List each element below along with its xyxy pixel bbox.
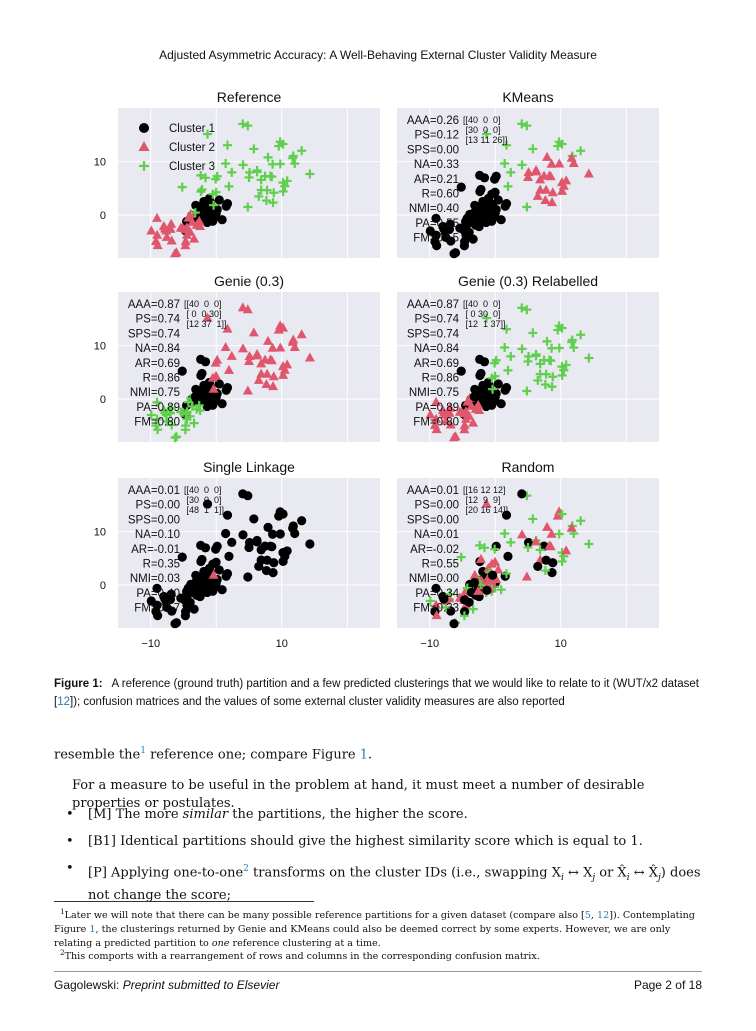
point-cluster-1 xyxy=(191,392,200,401)
point-cluster-1 xyxy=(490,174,499,183)
list-item-text: [B1] Identical partitions should give the highest similarity score which is equal to 1. xyxy=(88,834,643,849)
point-cluster-1 xyxy=(262,556,271,565)
point-cluster-1 xyxy=(488,201,497,210)
point-cluster-1 xyxy=(465,228,474,237)
metric-label: PA=0.55 xyxy=(415,217,459,230)
point-cluster-1 xyxy=(203,216,212,225)
panel-title: Random xyxy=(501,459,555,475)
confusion-matrix-row: [30 0 0] xyxy=(463,125,501,135)
running-header: Adjusted Asymmetric Accuracy: A Well-Behaving External Cluster Validity Measure xyxy=(159,48,597,62)
body-text: . xyxy=(368,747,373,763)
list-item-emphasis: similar xyxy=(182,807,229,822)
x-tick-label: −10 xyxy=(141,638,161,650)
metric-label: R=0.60 xyxy=(421,188,459,201)
list-item-text: [P] Applying one-to-one xyxy=(88,865,244,881)
point-cluster-1 xyxy=(503,552,512,561)
list-item-text: ↔ X xyxy=(563,865,593,881)
point-cluster-1 xyxy=(305,539,314,548)
confusion-matrix-row: [20 16 14]] xyxy=(463,505,509,515)
point-cluster-1 xyxy=(223,569,232,578)
footer-status: Preprint submitted to Elsevier xyxy=(122,978,280,992)
caption-text-2: ]); confusion matrices and the values of some external cluster validity measures are also reported xyxy=(70,696,565,708)
y-tick-label: 0 xyxy=(99,394,106,407)
footnote-citation[interactable]: 5 xyxy=(584,910,591,922)
metric-label: SPS=0.00 xyxy=(127,514,180,527)
bullet-icon: • xyxy=(66,807,74,822)
point-cluster-1 xyxy=(243,572,252,581)
point-cluster-1 xyxy=(487,190,496,199)
point-cluster-1 xyxy=(218,215,227,224)
point-cluster-1 xyxy=(476,185,485,194)
legend-label: Cluster 3 xyxy=(169,161,216,173)
footnote-text: reference clustering at a time. xyxy=(229,938,381,950)
confusion-matrix-row: [30 0 0] xyxy=(184,495,222,505)
point-cluster-1 xyxy=(191,578,200,587)
point-cluster-1 xyxy=(476,369,485,378)
metric-label: R=0.86 xyxy=(421,372,459,385)
metric-label: FM=0.80 xyxy=(413,416,459,429)
metric-label: NMI=0.03 xyxy=(129,573,180,586)
point-cluster-1 xyxy=(244,543,253,552)
footnote-text: Later we will note that there can be many possible reference partitions for a given dataset (compare also [ xyxy=(64,910,585,922)
footer-author: Gagolewski: xyxy=(54,978,123,992)
footnote-emphasis: one xyxy=(211,938,230,950)
point-cluster-1 xyxy=(170,619,179,628)
point-cluster-1 xyxy=(482,400,491,409)
y-tick-label: 10 xyxy=(93,340,106,353)
confusion-matrix-row: [[40 0 0] xyxy=(184,485,222,495)
confusion-matrix-row: [ 0 30 0] xyxy=(463,309,501,319)
footer-left xyxy=(54,978,279,992)
point-cluster-1 xyxy=(197,555,206,564)
point-cluster-1 xyxy=(223,199,232,208)
metric-label: AAA=0.87 xyxy=(127,299,180,311)
point-cluster-1 xyxy=(497,399,506,408)
footnote-ref-2[interactable]: 2 xyxy=(243,864,249,874)
footnote-text: ]). Contemplating Figure xyxy=(54,910,695,936)
metric-label: R=0.35 xyxy=(142,558,180,571)
metric-label: AAA=0.26 xyxy=(406,115,459,127)
point-cluster-1 xyxy=(203,586,212,595)
point-cluster-1 xyxy=(547,568,556,577)
point-cluster-1 xyxy=(276,529,285,538)
metric-label: FM=0.80 xyxy=(134,416,180,429)
confusion-matrix-row: [12 9 9] xyxy=(463,495,501,505)
metric-label: PS=0.00 xyxy=(414,499,459,512)
metric-label: NMI=0.40 xyxy=(408,203,459,216)
panel-title: Single Linkage xyxy=(203,459,295,475)
metric-label: AAA=0.01 xyxy=(406,485,459,497)
metric-label: NA=0.84 xyxy=(413,343,459,356)
body-line-1 xyxy=(54,742,704,764)
point-cluster-1 xyxy=(497,215,506,224)
metric-label: PS=0.74 xyxy=(135,313,180,326)
confusion-matrix-row: [ 0 0 30] xyxy=(184,309,222,319)
point-cluster-1 xyxy=(278,509,287,518)
confusion-matrix-row: [13 11 26]] xyxy=(463,135,508,145)
metric-label: AAA=0.87 xyxy=(406,299,459,311)
metric-label: PS=0.00 xyxy=(135,499,180,512)
legend-marker-cluster-1 xyxy=(139,123,149,133)
x-tick-label: 10 xyxy=(554,638,567,650)
metric-label: SPS=0.74 xyxy=(127,328,180,341)
point-cluster-1 xyxy=(197,369,206,378)
footnote-2 xyxy=(54,946,704,964)
footnote-number: 1 xyxy=(60,908,65,916)
point-cluster-1 xyxy=(502,383,511,392)
footnote-text: , the clusterings returned by Genie and KMeans could also be deemed correct by some experts. However, we are only relating a predicted partition to xyxy=(54,924,671,950)
metric-label: FM=0.33 xyxy=(413,602,459,615)
x-tick-label: −10 xyxy=(420,638,440,650)
metric-label: PA=0.34 xyxy=(415,587,459,600)
point-cluster-1 xyxy=(263,523,272,532)
metric-label: FM=0.57 xyxy=(134,602,180,615)
point-cluster-1 xyxy=(221,529,230,538)
point-cluster-1 xyxy=(196,541,205,550)
metric-label: SPS=0.74 xyxy=(406,328,459,341)
confusion-matrix-row: [[40 0 0] xyxy=(463,299,501,309)
list-item-text: transforms on the cluster IDs (i.e., swapping X xyxy=(248,865,562,881)
point-cluster-1 xyxy=(279,557,288,566)
metric-label: PS=0.74 xyxy=(414,313,459,326)
point-cluster-1 xyxy=(517,489,526,498)
metric-label: PA=0.40 xyxy=(136,587,180,600)
bullet-icon: • xyxy=(66,834,74,849)
metric-label: PA=0.89 xyxy=(136,401,180,414)
list-item-text: ↔ X̂ xyxy=(629,865,658,881)
metric-label: R=0.55 xyxy=(421,558,459,571)
y-tick-label: 10 xyxy=(93,156,106,169)
metric-label: NMI=0.00 xyxy=(408,573,459,586)
metric-label: FM=0.55 xyxy=(413,232,459,245)
metric-label: PS=0.12 xyxy=(414,129,459,142)
footnote-divider xyxy=(54,901,314,902)
point-cluster-1 xyxy=(283,546,292,555)
point-cluster-1 xyxy=(227,538,236,547)
confusion-matrix-row: [[16 12 12] xyxy=(463,485,506,495)
footnote-ref-1[interactable]: 1 xyxy=(140,746,146,756)
x-tick-label: 10 xyxy=(275,638,288,650)
point-cluster-1 xyxy=(249,514,258,523)
point-cluster-1 xyxy=(238,489,247,498)
metric-label: R=0.86 xyxy=(142,372,180,385)
caption-citation[interactable]: 12 xyxy=(57,696,70,708)
y-tick-label: 0 xyxy=(99,210,106,223)
footnote-1: $^1$Later we will note that there can be many possible reference partitions for a given dataset (compare also [5, 12]). Contemplating Figure 1, the clusterings returned by Genie and KMeans could also be deemed correct by some experts. However, we are only relating a predicted partition to one reference clustering at a time. xyxy=(54,908,695,950)
point-cluster-1 xyxy=(475,171,484,180)
footnote-number: 2 xyxy=(60,949,65,957)
point-cluster-1 xyxy=(257,545,266,554)
metric-label: NMI=0.75 xyxy=(408,387,459,400)
point-cluster-1 xyxy=(482,216,491,225)
legend-label: Cluster 2 xyxy=(169,142,216,154)
y-tick-label: 0 xyxy=(99,580,106,593)
point-cluster-1 xyxy=(449,249,458,258)
confusion-matrix-row: [[40 0 0] xyxy=(463,115,501,125)
confusion-matrix-row: [48 1 1]] xyxy=(184,505,225,515)
point-cluster-1 xyxy=(211,544,220,553)
point-cluster-1 xyxy=(218,399,227,408)
list-item-text: ) does not change the score; xyxy=(88,865,701,903)
point-cluster-1 xyxy=(482,586,491,595)
figure-ref[interactable]: 1 xyxy=(359,747,369,763)
body-paragraph: For a measure to be useful in the problem at hand, it must meet a number of desirable properties or postulates. xyxy=(72,778,645,811)
metric-label: AR=-0.01 xyxy=(131,543,180,556)
point-cluster-1 xyxy=(288,524,297,533)
figure-1 xyxy=(0,80,756,660)
body-text: reference one; compare Figure xyxy=(145,747,360,763)
metric-label: PA=0.89 xyxy=(415,401,459,414)
point-cluster-1 xyxy=(465,598,474,607)
metric-label: NA=0.10 xyxy=(134,529,180,542)
metric-label: NA=0.84 xyxy=(134,343,180,356)
point-cluster-1 xyxy=(203,400,212,409)
metric-label: AR=0.21 xyxy=(413,173,459,186)
point-cluster-1 xyxy=(297,516,306,525)
point-cluster-1 xyxy=(449,619,458,628)
point-cluster-1 xyxy=(262,566,271,575)
metric-label: AAA=0.01 xyxy=(127,485,180,497)
footnote-text: This comports with a rearrangement of rows and columns in the corresponding confusion matrix. xyxy=(64,951,540,963)
metric-label: AR=-0.02 xyxy=(410,543,459,556)
point-cluster-1 xyxy=(502,199,511,208)
y-tick-label: 10 xyxy=(93,526,106,539)
metric-label: AR=0.69 xyxy=(134,357,180,370)
list-item-text: [M] The more xyxy=(88,807,183,822)
panel-title: Reference xyxy=(216,89,282,105)
point-cluster-1 xyxy=(475,355,484,364)
confusion-matrix-row: [[40 0 0] xyxy=(184,299,222,309)
confusion-matrix-row: [12 37 1]] xyxy=(184,319,227,329)
figure-ref[interactable]: 1 xyxy=(89,924,96,936)
metric-label: NA=0.33 xyxy=(413,159,459,172)
confusion-matrix-row: [12 1 37]] xyxy=(463,319,506,329)
list-item-text: the partitions, the higher the score. xyxy=(228,807,468,822)
metric-label: SPS=0.00 xyxy=(406,144,459,157)
point-cluster-1 xyxy=(195,587,204,596)
metric-label: NA=0.01 xyxy=(413,529,459,542)
figure-caption xyxy=(54,675,704,711)
point-cluster-1 xyxy=(470,578,479,587)
point-cluster-1 xyxy=(541,556,550,565)
point-cluster-1 xyxy=(266,542,275,551)
point-cluster-1 xyxy=(181,611,190,620)
metric-label: AR=0.69 xyxy=(413,357,459,370)
point-cluster-1 xyxy=(196,355,205,364)
point-cluster-1 xyxy=(224,552,233,561)
point-cluster-1 xyxy=(186,598,195,607)
point-cluster-1 xyxy=(470,208,479,217)
footer-page-number: Page 2 of 18 xyxy=(633,978,702,992)
bullet-icon: • xyxy=(66,861,74,876)
point-cluster-1 xyxy=(223,511,232,520)
point-cluster-1 xyxy=(470,392,479,401)
point-cluster-1 xyxy=(238,530,247,539)
footnote-citation[interactable]: 12 xyxy=(597,910,610,922)
panel-title: Genie (0.3) Relabelled xyxy=(457,273,599,289)
point-cluster-1 xyxy=(223,383,232,392)
metric-label: SPS=0.00 xyxy=(406,514,459,527)
metric-label: NMI=0.75 xyxy=(129,387,180,400)
legend-label: Cluster 1 xyxy=(169,123,216,135)
point-cluster-1 xyxy=(208,560,217,569)
point-cluster-1 xyxy=(252,537,261,546)
point-cluster-1 xyxy=(488,571,497,580)
panel-title: KMeans xyxy=(502,89,554,105)
list-item-text: or X̂ xyxy=(595,865,627,881)
point-cluster-1 xyxy=(218,585,227,594)
footer-divider xyxy=(54,971,702,972)
point-cluster-1 xyxy=(460,241,469,250)
body-text: resemble the xyxy=(54,747,141,763)
caption-label: Figure 1: xyxy=(54,678,103,690)
point-cluster-1 xyxy=(474,217,483,226)
caption-text-1: A reference (ground truth) partition and a few predicted clusterings that we would like to relate to it (WUT/x2 dataset [ xyxy=(54,678,699,708)
panel-title: Genie (0.3) xyxy=(213,273,285,289)
